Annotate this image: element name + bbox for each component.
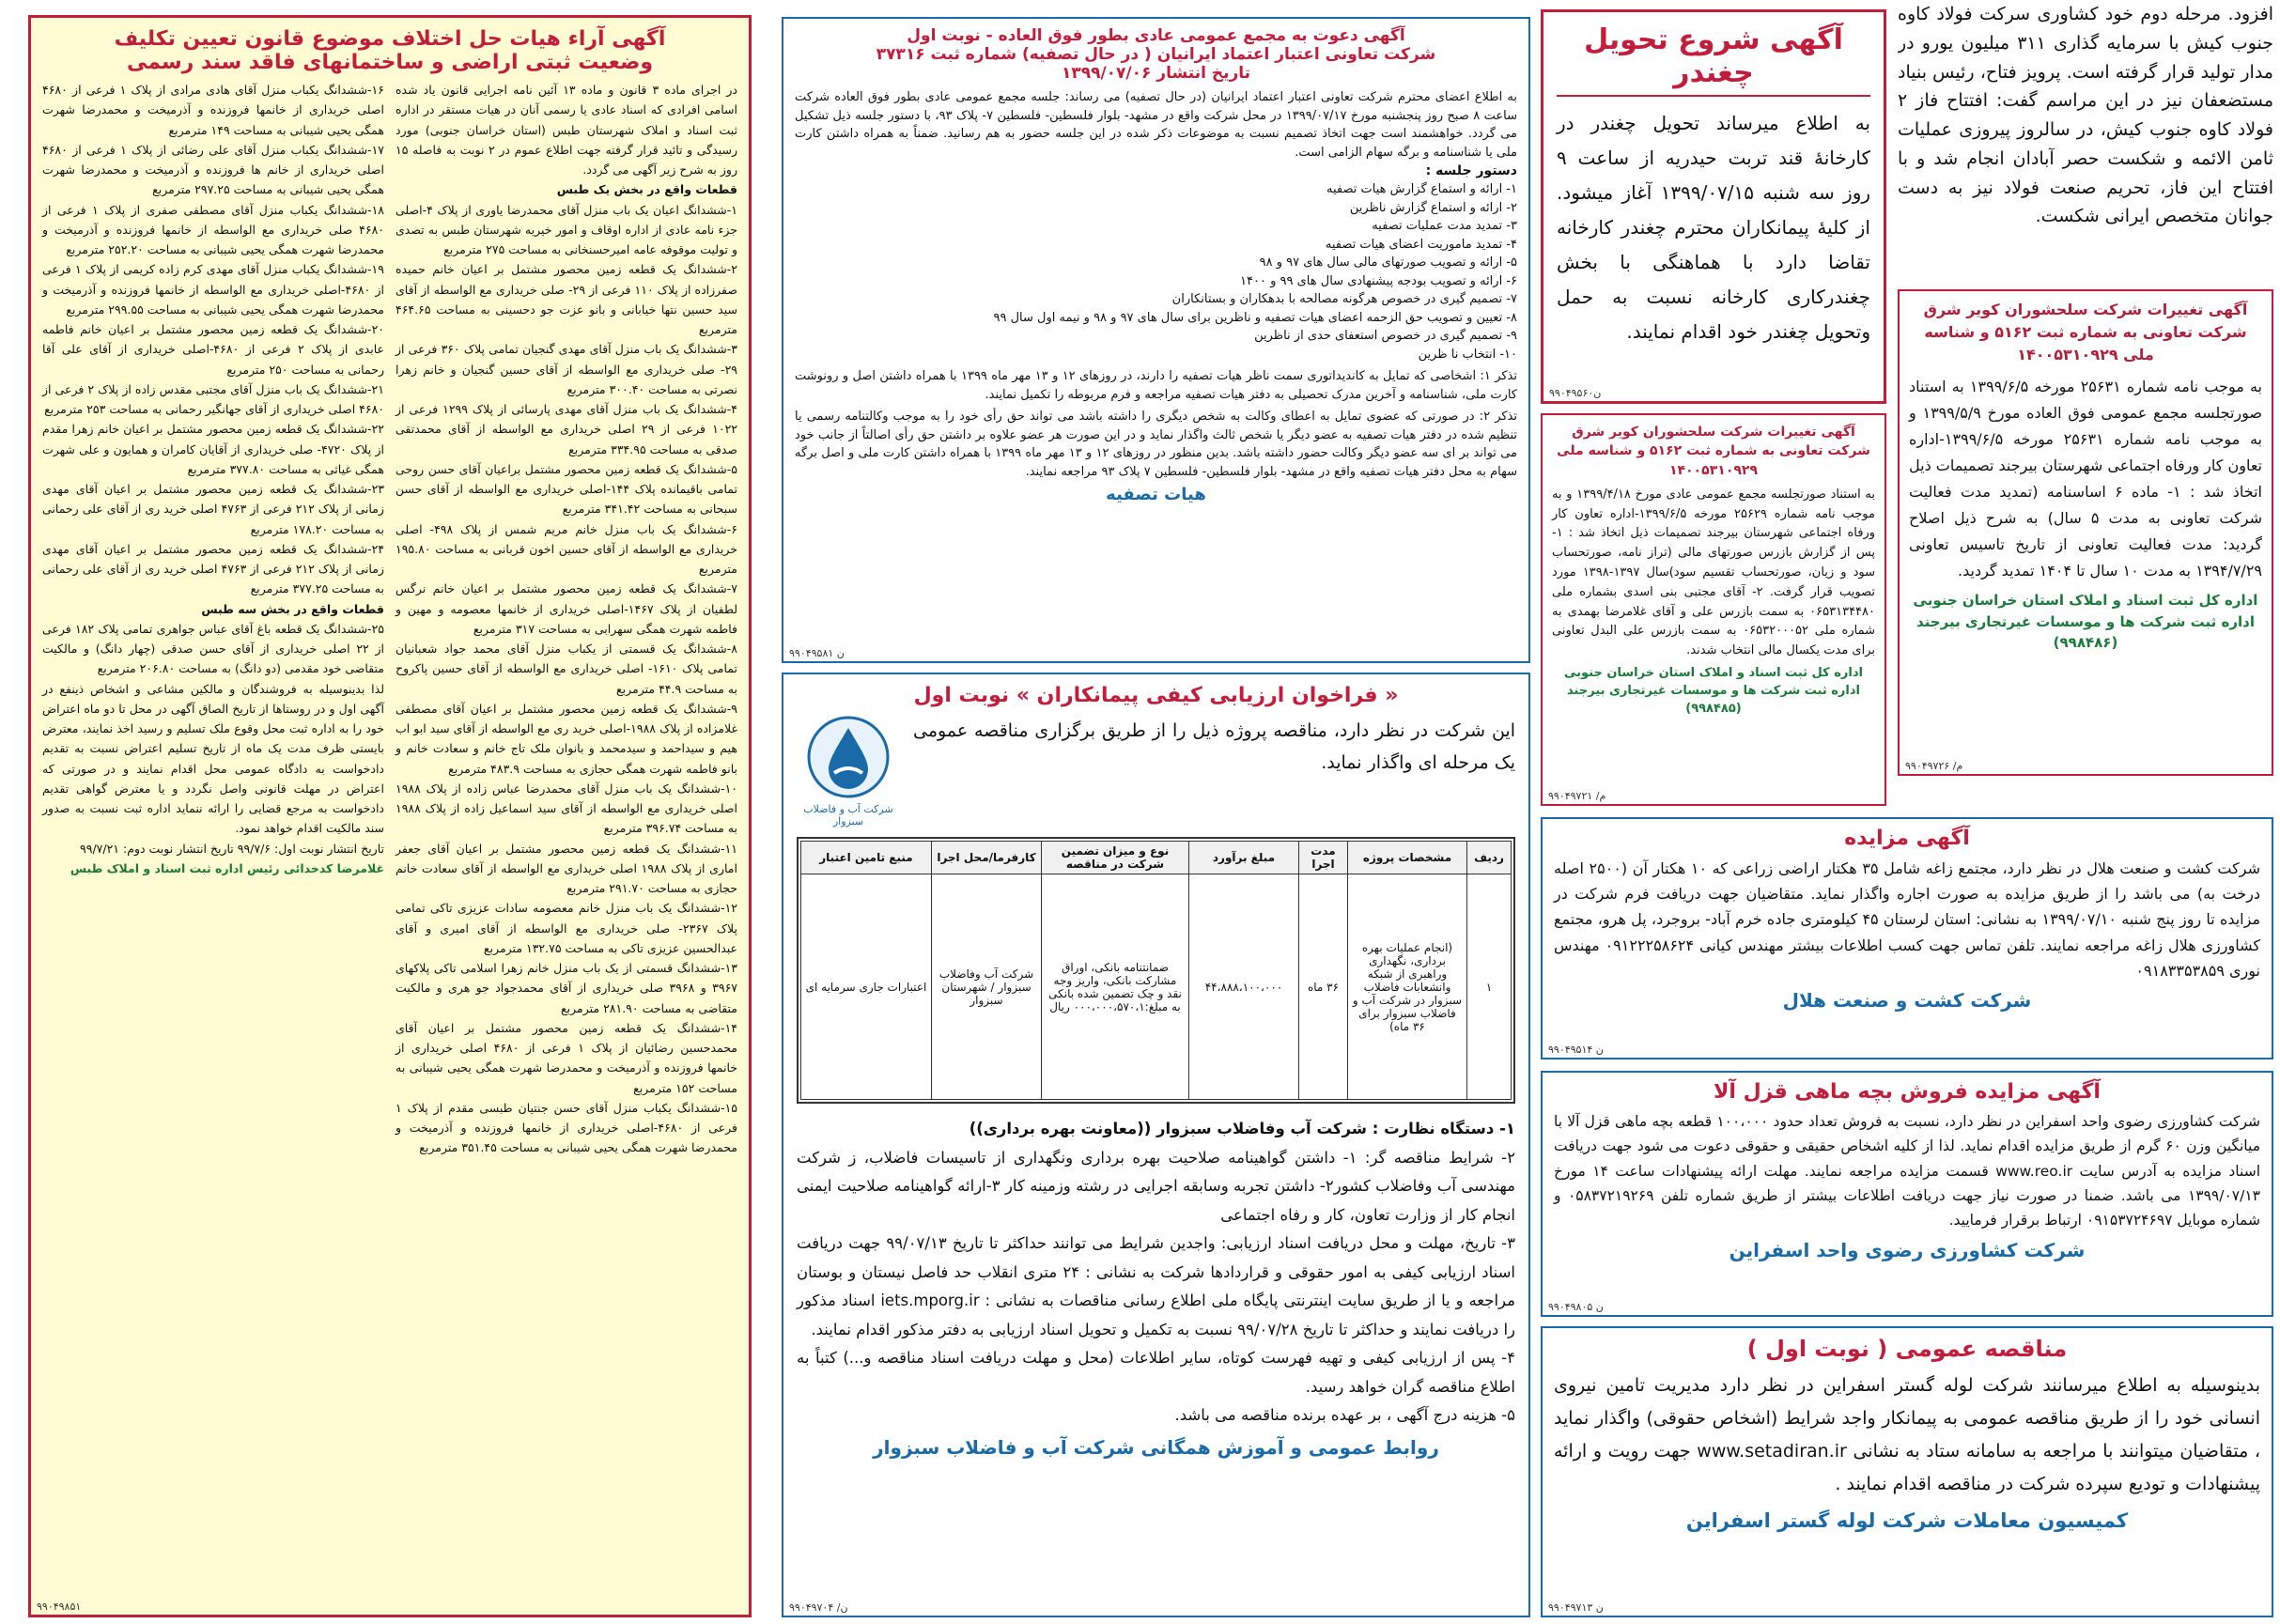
- table-cell: ۱: [1467, 874, 1512, 1100]
- land-item: ۶-ششدانگ یک باب منزل خانم مریم شمس از پلاک ۴۹۸- اصلی خریداری مع الواسطه از آقای حسین اخون قربانی به مساحت ۱۹۵.۸۰ مترمربع: [396, 521, 737, 576]
- tender-table-wrapper: [797, 837, 1515, 1104]
- table-header: مدت اجرا: [1299, 842, 1348, 874]
- news-snippet: [1898, 0, 2273, 235]
- table-cell: اعتبارات جاری سرمایه ای: [801, 874, 932, 1100]
- table-cell: شرکت آب وفاضلاب سبزوار / شهرستان سبزوار: [932, 874, 1042, 1100]
- fish-auction-notice: [1541, 1071, 2273, 1317]
- public-signature: کمیسیون معاملات شرکت لوله گستر اسفراین: [1685, 1508, 2129, 1532]
- land-item: ۸-ششدانگ یک قسمتی از یکباب منزل آقای محمد جواد شعبانیان تمامی پلاک ۱۶۱۰- اصلی خریداری مع الواسطه از آقای حسین پاکروح به مساحت ۴۴.۹ مترمربع: [396, 642, 737, 696]
- beet-body: به اطلاع میرساند تحویل چغندر در کارخانهٔ قند تربت حیدریه از ساعت ۹ روز سه شنبه ۱۳۹۹/۰۷/۱۵ آغاز میشود. از کلیهٔ پیمانکاران محترم چغندر کارخانه تقاضا دارد با هماهنگی با بخش چغندرکاری کارخانه نسبت به حمل وتحویل چغندر خود اقدام نمایند.: [1557, 112, 1871, 343]
- land-dates: تاریخ انتشار نوبت اول: ۹۹/۷/۶ تاریخ انتشار نوبت دوم: ۹۹/۷/۲۱: [80, 841, 384, 856]
- land-column-right: [396, 80, 737, 1158]
- land-item: ۲۴-ششدانگ یک قطعه زمین محصور مشتمل بر اعیان آقای مهدی زمانی از پلاک ۲۱۲ فرعی از ۴۷۶۳ اصلی خرید ری از آقای علی رحمانی به مساحت ۳۷۷.۲۵ مترمربع: [42, 541, 384, 596]
- tender-item-3: ۳- تاریخ، مهلت و محل دریافت اسناد ارزیابی: واجدین شرایط می توانند حداکثر تا تاریخ ۹۹/۰۷/۱۳ جهت دریافت اسناد ارزیابی کیفی به امور حقوقی و قراردادها شرکت به نشانی : ۲۴ متری انقلاب حد فاصل نیستان و بوستان مراجعه و یا از طریق سایت اینترنتی پایگاه ملی اطلاع رسانی مناقصات به نشانی : iets.mporg.ir اسناد مذکور را دریافت نمایند و حداکثر تا تاریخ ۹۹/۰۷/۲۸ نسبت به تکمیل و تحویل اسناد ارزیابی به دفتر مذکور اقدام نمایند.: [797, 1234, 1515, 1338]
- beet-title: آگهی شروع تحویل چغندر: [1557, 23, 1870, 97]
- public-body: بدینوسیله به اطلاع میرسانند شرکت لوله گستر اسفراین در نظر دارد مدیریت تامین نیروی انسانی خود را از طریق مناقصه عمومی به پیمانکار واجد شرایط (اشخاص حقوقی) واگذار نماید ، متقاضیان میتوانند با مراجعه به سامانه ستاد به نشانی www.setadiran.ir جهت رویت و ارائه پیشنهادات و تودیع سپرده شرکت در مناقصه اقدام نمایند .: [1554, 1375, 2260, 1495]
- auction-notice: [1541, 817, 2273, 1059]
- agenda-item: ۷- تصمیم گیری در خصوص هرگونه مصالحه با بدهکاران و بستانکاران: [1171, 292, 1517, 306]
- fish-title: آگهی مزایده فروش بچه ماهی قزل آلا: [1714, 1080, 2101, 1104]
- tender-item-4: ۴- پس از ارزیابی کیفی و تهیه فهرست کوتاه، سایر اطلاعات (محل و مهلت دریافت اسناد مناقصه و...) کتباً به اطلاع مناقصه گران خواهد رسید.: [797, 1349, 1515, 1396]
- land-item: ۲۰-ششدانگ یک قطعه زمین محصور مشتمل بر اعیان خانم فاطمه عابدی از پلاک ۲ فرعی از ۴۶۸۰-اصلی خریداری از آقای علی آقا رحمانی به مساحت ۲۵۰ مترمربع: [42, 322, 384, 377]
- beet-notice: [1541, 9, 1886, 404]
- agenda-item: ۵- ارائه و تصویب صورتهای مالی سال های ۹۷ و ۹۸: [1259, 255, 1517, 270]
- meeting-note-2: تذکر ۲: در صورتی که عضوی تمایل به اعطای وکالت به شخص دیگری را داشته باشد می تواند حق رأی خود را به موجب وکالتنامه رسمی یا تنظیم شده در دفتر هیات تصفیه به عضو دیگر یا شخص ثالث واگذار نماید و در این صورت هر عضو علاوه بر داشتن حق رأی اصالتاً از جانب خود می تواند بر ای سه عضو دیگر وکالت حضور داشته باشد. بدین منظور در روزهای ۱۲ و ۱۳ مهر ماه ۱۳۹۹ با همراه داشتن کارت ملی و اصل برگه سهام به محل دفتر هیات تصفیه واقع در مشهد- بلوار فلسطین- فلسطین ۷ پلاک ۹۳ مراجعه نمایند.: [795, 410, 1517, 479]
- land-item: ۱-ششدانگ اعیان یک باب منزل آقای محمدرضا یاوری از پلاک ۴-اصلی جزء نامه عادی از اداره اوقاف و امور خیریه شهرستان طبس به تصدی و تولیت موقوفه عامه امیرحسنخانی به مساحت ۲۷۵ مترمربع: [396, 202, 737, 256]
- land-item: ۲۱-ششدانگ یک باب منزل آقای مجتبی مقدس زاده از پلاک ۲ فرعی از ۴۶۸۰ اصلی خریداری از آقای جهانگیر رحمانی به مساحت ۲۵۳ مترمربع: [42, 381, 384, 416]
- tender-title: « فراخوان ارزیابی کیفی پیمانکاران » نوبت اول: [913, 684, 1399, 707]
- meeting-code: ن ۹۹۰۴۹۵۸۱: [789, 647, 845, 659]
- land-closing: لذا بدینوسیله به فروشندگان و مالکین مشاعی و اشخاص ذینفع در آگهی اول و در روستاها از تاریخ الصاق آگهی در محل تا دو ماه اعتراض خود را به اداره ثبت محل وقوع ملک تسلیم و رسید اخذ نمایند، معترض بایستی ظرف مدت یک ماه از تاریخ تسلیم اعتراض نسبت به تقدیم دادخواست به دادگاه عمومی محل اقدام نمایند و در صورتی که اعتراض در مهلت قانونی واصل نگردد و یا معترض گواهی تقدیم دادخواست به مرجع قضایی را ارائه ننماید اداره ثبت نسبت به صدور سند مالکیت اقدام خواهد نمود.: [42, 681, 384, 836]
- land-title-1: آگهی آراء هیات حل اختلاف موضوع قانون تعیین تکلیف: [114, 27, 666, 51]
- land-item: ۲۲-ششدانگ یک قطعه زمین محصور مشتمل بر اعیان خانم زهرا مقدم از پلاک ۴۷۲۰- صلی خریداری از آقایان کامران و همایون و علی شهرت همگی غیاثی به مساحت ۳۷۷.۸۰ مترمربع: [42, 422, 384, 476]
- meeting-notice: [782, 17, 1530, 663]
- land-item: ۱۰-ششدانگ یک باب منزل آقای محمدرضا عباس زاده از پلاک ۱۹۸۸ اصلی خریداری مع الواسطه از آقای سید اسماعیل زاده از پلاک ۱۹۸۸ به مساحت ۳۹۶.۷۴ مترمربع: [396, 781, 737, 836]
- water-drop-icon: [806, 715, 891, 799]
- land-rulings-notice: [28, 15, 752, 1617]
- auction-signature: شرکت کشت و صنعت هلال: [1782, 988, 2032, 1012]
- coop-change-notice-1: [1898, 289, 2273, 776]
- table-header: مشخصات پروژه: [1348, 842, 1467, 874]
- meeting-title-2: شرکت تعاونی اعتبار اعتماد ایرانیان ( در حال تصفیه) شماره ثبت ۳۷۳۱۶: [876, 45, 1436, 64]
- land-item: ۱۳-ششدانگ قسمتی از یک باب منزل خانم زهرا اسلامی تاکی پلاکهای ۳۹۶۷ و ۳۹۶۸ صلی خریداری از آقای محمدجواد جو هری و مالکیت متقاضی به مساحت ۲۸۱.۹۰ مترمربع: [396, 961, 737, 1015]
- agenda-item: ۱۰- انتخاب نا ظرین: [1418, 347, 1517, 362]
- auction-body: شرکت کشت و صنعت هلال در نظر دارد، مجتمع زاغه شامل ۳۵ هکتار اراضی زراعی که ۱۰ هکتار آن (۲۵۰۰ اصله درخت به) می باشد را از طریق مزایده به صورت اجاره واگذار نماید. متقاضیان جهت دریافت فرم شرکت در مزایده تا روز پنج شنبه ۱۳۹۹/۰۷/۱۰ به نشانی: استان لرستان ۴۵ کیلومتری جاده خرم آباد- بروجرد، پل هرو، مجتمع کشاورزی هلال زاغه مراجعه نمایند. تلفن تماس جهت کسب اطلاعات بیشتر مهندس کیانی ۰۹۱۲۲۲۵۸۶۲۴ مهندس نوری ۰۹۱۸۳۳۵۳۸۵۹: [1554, 859, 2261, 980]
- auction-title: آگهی مزایده: [1844, 827, 1970, 850]
- tender-intro: این شرکت در نظر دارد، مناقصه پروژه ذیل را از طریق برگزاری مناقصه عمومی یک مرحله ای واگذار نماید.: [913, 720, 1515, 774]
- land-item: ۱۸-ششدانگ یکباب منزل آقای مصطفی صفری از پلاک ۱ فرعی از ۴۶۸۰ صلی خریداری مع الواسطه از خانمها فروزنده و آذرمیخت و محمدرضا شهرت همگی یحیی شیبانی به مساحت ۲۵۲.۲۰ مترمربع: [42, 202, 384, 256]
- meeting-signature: هیات تصفیه: [1106, 485, 1206, 504]
- table-header: مبلغ برآورد: [1189, 842, 1299, 874]
- beet-code: ن۹۹۰۴۹۵۶۰: [1549, 387, 1602, 399]
- coop2-code: م/ ۹۹۰۴۹۷۲۱: [1548, 790, 1606, 802]
- meeting-intro: به اطلاع اعضای محترم شرکت تعاونی اعتبار اعتماد ایرانیان (در حال تصفیه) می رساند: جلسه مجمع عمومی عادی بطور فوق العاده شرکت ساعت ۸ صبح روز پنجشنبه مورخ ۱۳۹۹/۰۷/۱۷ در محل شرکت واقع در مشهد- بلوار فلسطین- فلسطین ۷- پلاک ۹۳، با دستور جلسه ذیل تشکیل می گردد. خواهشمند است جهت اتخاذ تصمیم نسبت به موضوعات ذکر شده در این جلسه حضور به هم رسانید. ضمناً به همراه داشتن کارت ملی یا شناسنامه و برگه سهام الزامی است.: [795, 90, 1518, 160]
- table-row: [801, 874, 1512, 1100]
- fish-signature: شرکت کشاورزی رضوی واحد اسفراین: [1729, 1238, 2086, 1261]
- meeting-agenda-title: دستور جلسه :: [1425, 163, 1517, 178]
- tender-notice: [782, 673, 1530, 1617]
- land-intro: در اجرای ماده ۳ قانون و ماده ۱۳ آئین نامه اجرایی قانون یاد شده اسامی افرادی که اسناد عادی یا رسمی آنان در هیات مستقر در اداره ثبت اسناد و املاک شهرستان طبس (استان خراسان جنوبی) مورد رسیدگی و تائید قرار گرفته جهت اطلاع عموم در ۲ نوبت به فاصله ۱۵ روز به شرح زیر آگهی می گردد.: [396, 83, 738, 177]
- land-item: ۱۷-ششدانگ یکباب منزل آقای علی رضائی از پلاک ۱ فرعی از ۴۶۸۰ اصلی خریداری از خانم ها فروزنده و آذرمیخت و محمدرضا شهرت همگی یحیی شیبانی به مساحت ۲۹۷.۲۵ مترمربع: [42, 142, 384, 197]
- land-section-2: قطعات واقع در بخش سه طبس: [201, 601, 384, 616]
- fish-code: ن ۹۹۰۴۹۸۰۵: [1548, 1301, 1604, 1313]
- land-item: ۱۹-ششدانگ یکباب منزل آقای مهدی کرم زاده کریمی از پلاک ۱ فرعی از ۴۶۸۰-اصلی خریداری مع الواسطه از خانمها فروزنده و آذرمیخت و محمدرضا شهرت همگی یحیی شیبانی به مساحت ۲۹۹.۵۵ مترمربع: [42, 262, 384, 317]
- land-item: ۷-ششدانگ یک قطعه زمین محصور مشتمل بر اعیان خانم نرگس لطفیان از پلاک ۱۴۶۷-اصلی خریداری از خانمها معصومه و مهین و فاطمه شهرت همگی سهرابی به مساحت ۳۱۷ مترمربع: [396, 581, 738, 636]
- agenda-item: ۲- ارائه و استماع گزارش ناظرین: [1349, 200, 1517, 215]
- land-section-1: قطعات واقع در بخش یک طبس: [556, 182, 737, 197]
- coop1-code: م/ ۹۹۰۴۹۷۲۶: [1905, 760, 1963, 772]
- coop-change-notice-2: [1541, 413, 1886, 806]
- land-item: ۴-ششدانگ یک باب منزل آقای مهدی پارسائی از پلاک ۱۲۹۹ فرعی از ۱۰۲۲ فرعی از ۲۹ اصلی خریداری مع الواسطه از آقای محمدتقی صدقی به مساحت ۳۳۴.۹۵ مترمربع: [396, 402, 737, 456]
- auction-code: ن ۹۹۰۴۹۵۱۴: [1548, 1044, 1604, 1056]
- coop1-title: آگهی تغییرات شرکت سلحشوران کویر شرق شرکت تعاونی به شماره ثبت ۵۱۶۲ و شناسه ملی ۱۴۰۰۵۳۱۰۹۲۹: [1923, 301, 2248, 363]
- agenda-item: ۶- ارائه و تصویب بودجه پیشنهادی سال های ۹۹ و ۱۴۰۰: [1240, 273, 1517, 288]
- land-column-left: [42, 80, 384, 1158]
- land-item: ۵-ششدانگ یک قطعه زمین محصور مشتمل براعیان آقای حسن روحی تمامی باقیمانده پلاک ۱۴۴-اصلی خریداری مع الواسطه از آقای حسن سبحانی به مساحت ۳۴۱.۴۲ مترمربع: [396, 461, 737, 517]
- land-item: ۲-ششدانگ یک قطعه زمین محصور مشتمل بر اعیان خانم حمیده صفرزاده از پلاک ۱۱۰ فرعی از ۲۹- صلی خریداری مع الواسطه از آقای سید حسین نتها خیابانی و بانو عزت جو دحسینی به مساحت ۴۶۴.۶۵ مترمربع: [396, 262, 737, 336]
- meeting-title-3: تاریخ انتشار ۱۳۹۹/۰۷/۰۶: [1061, 64, 1251, 83]
- tender-item-5: ۵- هزینه درج آگهی ، بر عهده برنده مناقصه می باشد.: [1174, 1406, 1515, 1425]
- land-item: ۲۵-ششدانگ یک قطعه باغ آقای عباس جواهری تمامی پلاک ۱۸۲ فرعی از ۲۲ اصلی خریداری از آقای حسن صدقی (چهار دانگ) و مالکیت متقاضی خود مقدمی (دو دانگ) به مساحت ۲۰۶.۸۰ مترمربع: [42, 621, 384, 676]
- coop1-body: به موجب نامه شماره ۲۵۶۳۱ مورخه ۱۳۹۹/۶/۵ به استناد صورتجلسه مجمع عمومی فوق العاده مورخ ۱۳۹۹/۵/۹ و به موجب نامه شماره ۲۵۶۳۱ مورخه ۱۳۹۹/۶/۵-اداره تعاون کار ورفاه اجتماعی شهرستان بیرجند تصمیمات ذیل اتخاذ شد : ۱- ماده ۶ اساسنامه (تمدید مدت فعالیت شرکت تعاونی به مدت ۵ سال) به شرح ذیل اصلاح گردید: مدت فعالیت تعاونی از تاریخ تاسیس تعاونی ۱۳۹۴/۷/۲۹ به مدت ۱۰ سال تا ۱۴۰۴ تمدید گردید.: [1909, 378, 2263, 580]
- land-item: ۹-ششدانگ یک قطعه زمین محصور مشتمل بر اعیان آقای مصطفی غلامزاده از پلاک ۱۹۸۸-اصلی خرید ری مع الواسطه از آقای سید ابو اب هیم و سیداحمد و سیدمحمد و بانوان ملک تاج خانم و سعادت خانم و بانو فاطمه شهرت همگی حجازی به مساحت ۴۸۳.۹ مترمربع: [396, 701, 737, 776]
- land-item: ۱۶-ششدانگ یکباب منزل آقای هادی مرادی از پلاک ۱ فرعی از ۴۶۸۰ اصلی خریداری از خانمها فروزنده و آذرمیخت و محمدرضا شهرت همگی یحیی شیبانی به مساحت ۱۴۹ مترمربع: [42, 83, 384, 137]
- meeting-title-1: آگهی دعوت به مجمع عمومی عادی بطور فوق العاده - نوبت اول: [907, 26, 1405, 45]
- agenda-item: ۸- تعیین و تصویب حق الزحمه اعضای هیات تصفیه و ناظرین برای سال های ۹۷ و ۹۸ و نیمه اول سال ۹۹: [993, 310, 1517, 325]
- table-cell: ۴۴،۸۸۸،۱۰۰،۰۰۰: [1189, 874, 1299, 1100]
- land-item: ۳-ششدانگ یک باب منزل آقای مهدی گنجیان تمامی پلاک ۳۶۰ فرعی از ۲۹- صلی خریداری مع الواسطه از آقای حسین گنجیان و خانم زهرا نصرتی به مساحت ۳۰۰.۴۰ مترمربع: [396, 342, 737, 396]
- land-signature: غلامرضا کدخدائی رئیس اداره ثبت اسناد و املاک طبس: [70, 860, 384, 875]
- tender-table: [800, 841, 1512, 1100]
- public-code: ن ۹۹۰۴۹۷۱۳: [1548, 1601, 1604, 1614]
- coop2-title: آگهی تغییرات شرکت سلحشوران کویر شرق شرکت تعاونی به شماره ثبت ۵۱۶۲ و شناسه ملی ۱۴۰۰۵۳۱۰۹۲۹: [1557, 425, 1870, 478]
- logo-caption: شرکت آب و فاضلاب سبزوار: [803, 803, 893, 827]
- agenda-item: ۳- تمدید مدت عملیات تصفیه: [1372, 219, 1517, 233]
- public-tender-notice: [1541, 1326, 2273, 1617]
- land-title-2: وضعیت ثبتی اراضی و ساختمانهای فاقد سند رسمی: [126, 51, 653, 74]
- land-item: ۲۳-ششدانگ یک قطعه زمین محصور مشتمل بر اعیان آقای مهدی زمانی از پلاک ۲۱۲ فرعی از ۴۷۶۳ اصلی خرید ری از آقای علی رحمانی به مساحت ۱۷۸.۲۰ مترمربع: [42, 482, 384, 536]
- agenda-item: ۱- ارائه و استماع گزارش هیات تصفیه: [1326, 182, 1517, 196]
- table-header-row: [801, 842, 1512, 874]
- tender-item-2: ۲- شرایط مناقصه گر: ۱- داشتن گواهینامه صلاحیت بهره برداری ونگهداری از تاسیسات فاضلاب، ز شرکت مهندسی آب وفاضلاب کشور۲- داشتن تجربه وسابقه اجرایی در رشته وزمینه کار ۳-ارائه گواهینامه صلاحیت ایمنی انجام کار از وزارت تعاون، کار و رفاه اجتماعی: [797, 1148, 1516, 1224]
- tender-signature: روابط عمومی و آموزش همگانی شرکت آب و فاضلاب سبزوار: [873, 1435, 1439, 1459]
- land-item: ۱۲-ششدانگ یک باب منزل خانم معصومه سادات عزیزی تاکی تمامی پلاک ۲۳۶۷- صلی خریداری مع الواسطه از آقای امیری و آقای عبدالحسین عزیزی تاکی به مساحت ۱۳۲.۷۵ مترمربع: [396, 901, 737, 955]
- land-item: ۱۴-ششدانگ یک قطعه زمین محصور مشتمل بر اعیان آقای محمدحسین رضائیان از پلاک ۱ فرعی از ۴۶۸۰ اصلی خریداری از خانمها فروزنده و آذرمیخت و محمدرضا شهرت همگی یحیی شیبانی به مساحت ۱۵۲ مترمربع: [396, 1020, 737, 1095]
- agenda-item: ۹- تصمیم گیری در خصوص استعفای حدی از ناظرین: [1254, 329, 1517, 343]
- news-text: افزود. مرحله دوم خود کشاوری سرکت فولاد کاوه جنوب کیش با سرمایه گذاری ۳۱۱ میلیون یورو در مدار تولید قرار گرفته است. پرویز فتاح، رئیس بنیاد مستضعفان نیز در این مراسم گفت: افتتاح فاز ۲ فولاد کاوه جنوب کیش، در سالروز پیروزی عملیات ثامن الائمه و شکست حصر آبادان انجام شد و با افتتاح این فاز، تحریم صنعت فولاد نیز به دست جوانان متخصص ایرانی شکست.: [1898, 4, 2273, 227]
- tender-code: ن/ ۹۹۰۴۹۷۰۴: [789, 1601, 848, 1614]
- meeting-note-1: تذکر ۱: اشخاصی که تمایل به کاندیداتوری سمت ناظر هیات تصفیه را دارند، در روزهای ۱۲ و ۱۳ مهر ماه ۱۳۹۹ با همراه داشتن اصل و رونوشت کارت ملی، شناسنامه و آخرین مدرک تحصیلی به دفتر هیات تصفیه مراجعه و فرم مربوطه را تکمیل نمایند.: [795, 369, 1517, 402]
- land-code: ۹۹۰۴۹۸۵۱: [37, 1601, 82, 1613]
- coop2-signature: اداره کل ثبت اسناد و املاک استان خراسان جنوبی اداره ثبت شرکت ها و موسسات غیرتجاری بیرجند (۹۹۸۴۸۵): [1564, 666, 1863, 716]
- land-item: ۱۵-ششدانگ یکباب منزل آقای حسن جنتیان طبسی مقدم از پلاک ۱ فرعی از ۴۶۸۰-اصلی خریداری از خانمها فروزنده و آذرمیخت و محمدرضا شهرت همگی یحیی شیبانی به مساحت ۳۵۱.۴۵ مترمربع: [396, 1100, 737, 1155]
- coop1-signature: اداره کل ثبت اسناد و املاک استان خراسان جنوبی اداره ثبت شرکت ها و موسسات غیرتجاری بیرجند (۹۹۸۴۸۶): [1913, 592, 2258, 651]
- public-title: مناقصه عمومی ( نوبت اول ): [1746, 1336, 2068, 1362]
- table-header: کارفرما/محل اجرا: [932, 842, 1042, 874]
- table-header: منبع تامین اعتبار: [801, 842, 932, 874]
- table-cell: ۳۶ ماه: [1299, 874, 1348, 1100]
- table-header: نوع و میزان تضمین شرکت در مناقصه: [1042, 842, 1189, 874]
- meeting-agenda: [795, 180, 1517, 363]
- table-cell: (انجام عملیات بهره برداری، نگهداری وراهبری از شبکه وانشعابات فاضلاب سبزوار در شرکت آب و فاضلاب سبزوار برای ۳۶ ماه): [1348, 874, 1467, 1100]
- land-item: ۱۱-ششدانگ یک قطعه زمین محصور مشتمل بر اعیان آقای جعفر اماری از پلاک ۱۹۸۸ اصلی خریداری مع الواسطه از آقای سعادت خانم حجازی به مساحت ۲۹۱.۷۰ مترمربع: [396, 841, 737, 895]
- fish-body: شرکت کشاورزی رضوی واحد اسفراین در نظر دارد، نسبت به فروش تعداد حدود ۱۰۰،۰۰۰ قطعه بچه ماهی قزل آلا با میانگین وزن ۶۰ گرم از طریق مزایده اقدام نماید. لذا از کلیه اشخاص حقیقی و حقوقی دعوت می شود جهت دریافت اسناد مزایده به آدرس سایت www.reo.ir قسمت مزایده مراجعه نمایند. مهلت ارائه پیشنهادات ساعت ۱۴ مورخ ۱۳۹۹/۰۷/۱۳ می باشد. ضمنا در صورت نیاز جهت دریافت اطلاعات بیشتر از طریق شماره تلفن ۰۵۸۳۷۲۱۹۲۶۹ و شماره موبایل ۰۹۱۵۳۷۲۴۶۹۷ ارتباط برقرار فرمایید.: [1554, 1113, 2261, 1230]
- water-company-logo: [797, 715, 900, 827]
- agenda-item: ۴- تمدید ماموریت اعضای هیات تصفیه: [1325, 237, 1517, 252]
- table-header: ردیف: [1467, 842, 1512, 874]
- coop2-body: به استناد صورتجلسه مجمع عمومی عادی مورخ ۱۳۹۹/۴/۱۸ و به موجب نامه شماره ۲۵۶۲۹ مورخه ۱۳۹۹/۶/۵-اداره تعاون کار ورفاه اجتماعی شهرستان بیرجند تصمیمات ذیل اتخاذ شد : ۱- پس از گزارش بازرس صورتهای مالی (تراز نامه، صورتحساب سود و زیان، صورتحساب تقسیم سود)سال ۱۳۹۷-۱۳۹۸ مورد تصویب قرار گرفت. ۲- آقای مجتبی بنی اسدی بشماره ملی ۰۶۵۳۱۳۴۴۸۰ به سمت بازرس علی و آقای غلامرضا بهمدی به شماره ملی ۰۶۵۳۲۰۰۰۵۲ به سمت بازرس علی البدل تعاونی برای مدت یکسال مالی انتخاب شدند.: [1552, 487, 1876, 658]
- tender-item-1: ۱- دستگاه نظارت : شرکت آب وفاضلاب سبزوار ((معاونت بهره برداری)): [969, 1120, 1515, 1137]
- table-cell: ضمانتنامه بانکی، اوراق مشارکت بانکی، واریز وجه نقد و چک تضمین شده بانکی به مبلغ:۰۰۰،۰۰۰،۵۷۰،۱ ریال: [1042, 874, 1189, 1100]
